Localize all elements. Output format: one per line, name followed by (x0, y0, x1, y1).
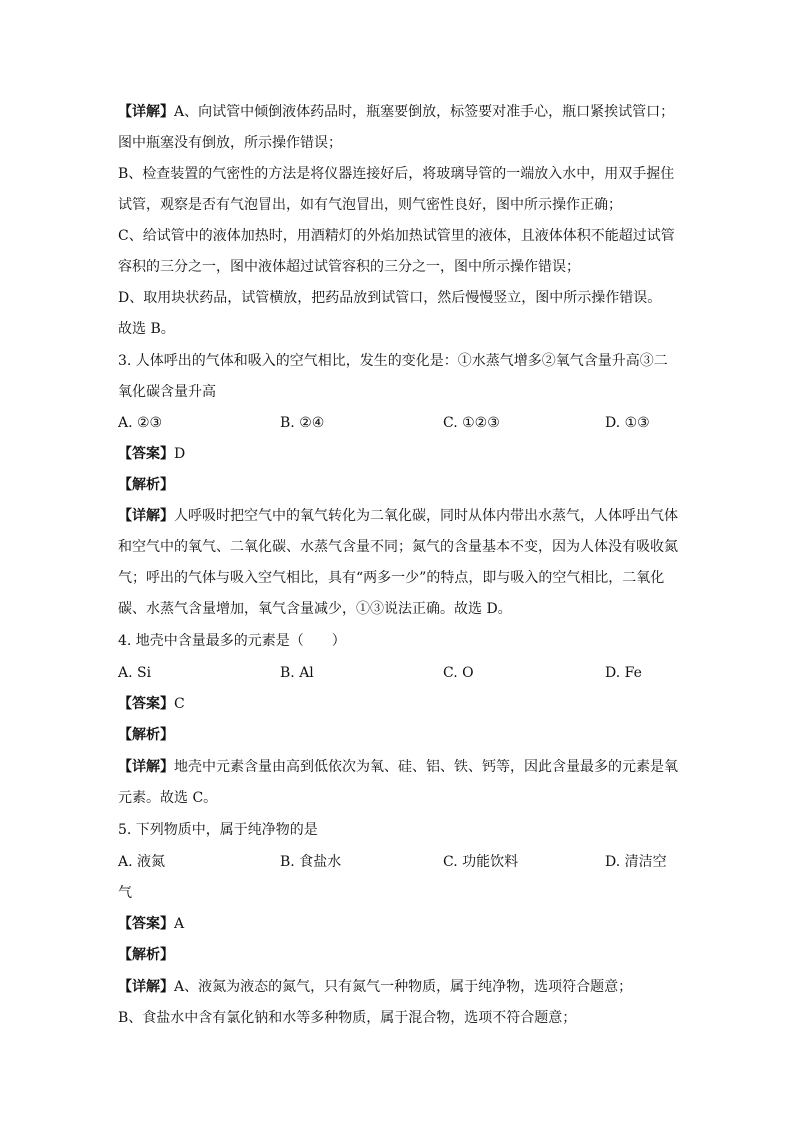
q5-option-b: B. 食盐水 (280, 854, 342, 870)
q5-option-wrap: 气 (118, 885, 132, 901)
q5-answer-line (118, 913, 678, 935)
q3-detail-line-1 (118, 505, 678, 527)
q2-detail-line-5: C、给试管中的液体加热时，用酒精灯的外焰加热试管里的液体，且液体体积不能超过试管 (118, 228, 675, 244)
q3-options (118, 412, 678, 434)
q3-analysis-label: 【解析】 (118, 477, 174, 493)
detail-label: 【详解】 (118, 104, 174, 120)
q3-stem-line-2: 氧化碳含量升高 (118, 384, 216, 400)
q3-option-d: D. ①③ (605, 415, 650, 431)
detail-label: 【详解】 (118, 508, 174, 524)
q3-detail-1: 人呼吸时把空气中的氧气转化为二氧化碳，同时从体内带出水蒸气，人体呼出气体 (174, 508, 678, 524)
q4-answer-line (118, 693, 678, 715)
q4-detail-1: 地壳中元素含量由高到低依次为氧、硅、铝、铁、钙等，因此含量最多的元素是氧 (174, 759, 678, 775)
q3-detail-line-3: 气；呼出的气体与吸入空气相比，具有“两多一少”的特点，即与吸入的空气相比，二氧化 (118, 570, 665, 586)
q2-detail-line-3: B、检查装置的气密性的方法是将仪器连接好后，将玻璃导管的一端放入水中，用双手握住 (118, 166, 675, 182)
q2-conclusion: 故选 B。 (118, 321, 175, 337)
q2-detail-line-6: 容积的三分之一，图中液体超过试管容积的三分之一，图中所示操作错误； (118, 259, 580, 275)
q3-detail-line-4: 碳、水蒸气含量增加，氧气含量减少，①③说法正确。故选 D。 (118, 601, 512, 617)
q4-option-b: B. Al (280, 665, 314, 681)
q3-answer: D (174, 446, 186, 462)
q4-stem: 4. 地壳中含量最多的元素是（ ） (118, 633, 346, 649)
q3-detail-line-2: 和空气中的氧气、二氧化碳、水蒸气含量不同；氮气的含量基本不变，因为人体没有吸收氮 (118, 539, 678, 555)
q4-options (118, 662, 678, 684)
q5-detail-1: A、液氮为液态的氮气，只有氮气一种物质，属于纯净物，选项符合题意； (174, 979, 633, 995)
q3-option-c: C. ①②③ (443, 415, 500, 431)
q5-options (118, 851, 678, 873)
answer-label: 【答案】 (118, 916, 174, 932)
q4-option-c: C. O (443, 665, 474, 681)
q4-option-a: A. Si (118, 665, 152, 681)
q5-detail-line-1 (118, 976, 678, 998)
q5-analysis-label: 【解析】 (118, 947, 174, 963)
q4-option-d: D. Fe (605, 665, 642, 681)
q2-detail-line-4: 试管，观察是否有气泡冒出，如有气泡冒出，则气密性良好，图中所示操作正确； (118, 197, 622, 213)
q4-analysis-label: 【解析】 (118, 727, 174, 743)
q2-detail-line-7: D、取用块状药品，试管横放，把药品放到试管口，然后慢慢竖立，图中所示操作错误。 (118, 290, 662, 306)
detail-label: 【详解】 (118, 759, 174, 775)
q5-detail-line-2: B、食盐水中含有氯化钠和水等多种物质，属于混合物，选项不符合题意； (118, 1010, 577, 1026)
q5-stem: 5. 下列物质中，属于纯净物的是 (118, 822, 318, 838)
q5-option-d: D. 清洁空 (605, 854, 667, 870)
answer-label: 【答案】 (118, 696, 174, 712)
q5-answer: A (174, 916, 185, 932)
q3-answer-line (118, 443, 678, 465)
q4-detail-line-1 (118, 756, 678, 778)
q4-detail-line-2: 元素。故选 C。 (118, 790, 218, 806)
answer-label: 【答案】 (118, 446, 174, 462)
q5-option-c: C. 功能饮料 (443, 854, 519, 870)
q2-detail-line-1 (118, 101, 678, 123)
q2-detail-a1: A、向试管中倾倒液体药品时，瓶塞要倒放，标签要对准手心，瓶口紧挨试管口； (174, 104, 675, 120)
q3-stem-line-1: 3. 人体呼出的气体和吸入的空气相比，发生的变化是：①水蒸气增多②氧气含量升高③二 (118, 353, 668, 369)
q4-answer: C (174, 696, 185, 712)
q5-option-a: A. 液氮 (118, 854, 166, 870)
q2-detail-line-2: 图中瓶塞没有倒放，所示操作错误； (118, 135, 342, 151)
detail-label: 【详解】 (118, 979, 174, 995)
q3-option-b: B. ②④ (280, 415, 325, 431)
q3-option-a: A. ②③ (118, 415, 163, 431)
